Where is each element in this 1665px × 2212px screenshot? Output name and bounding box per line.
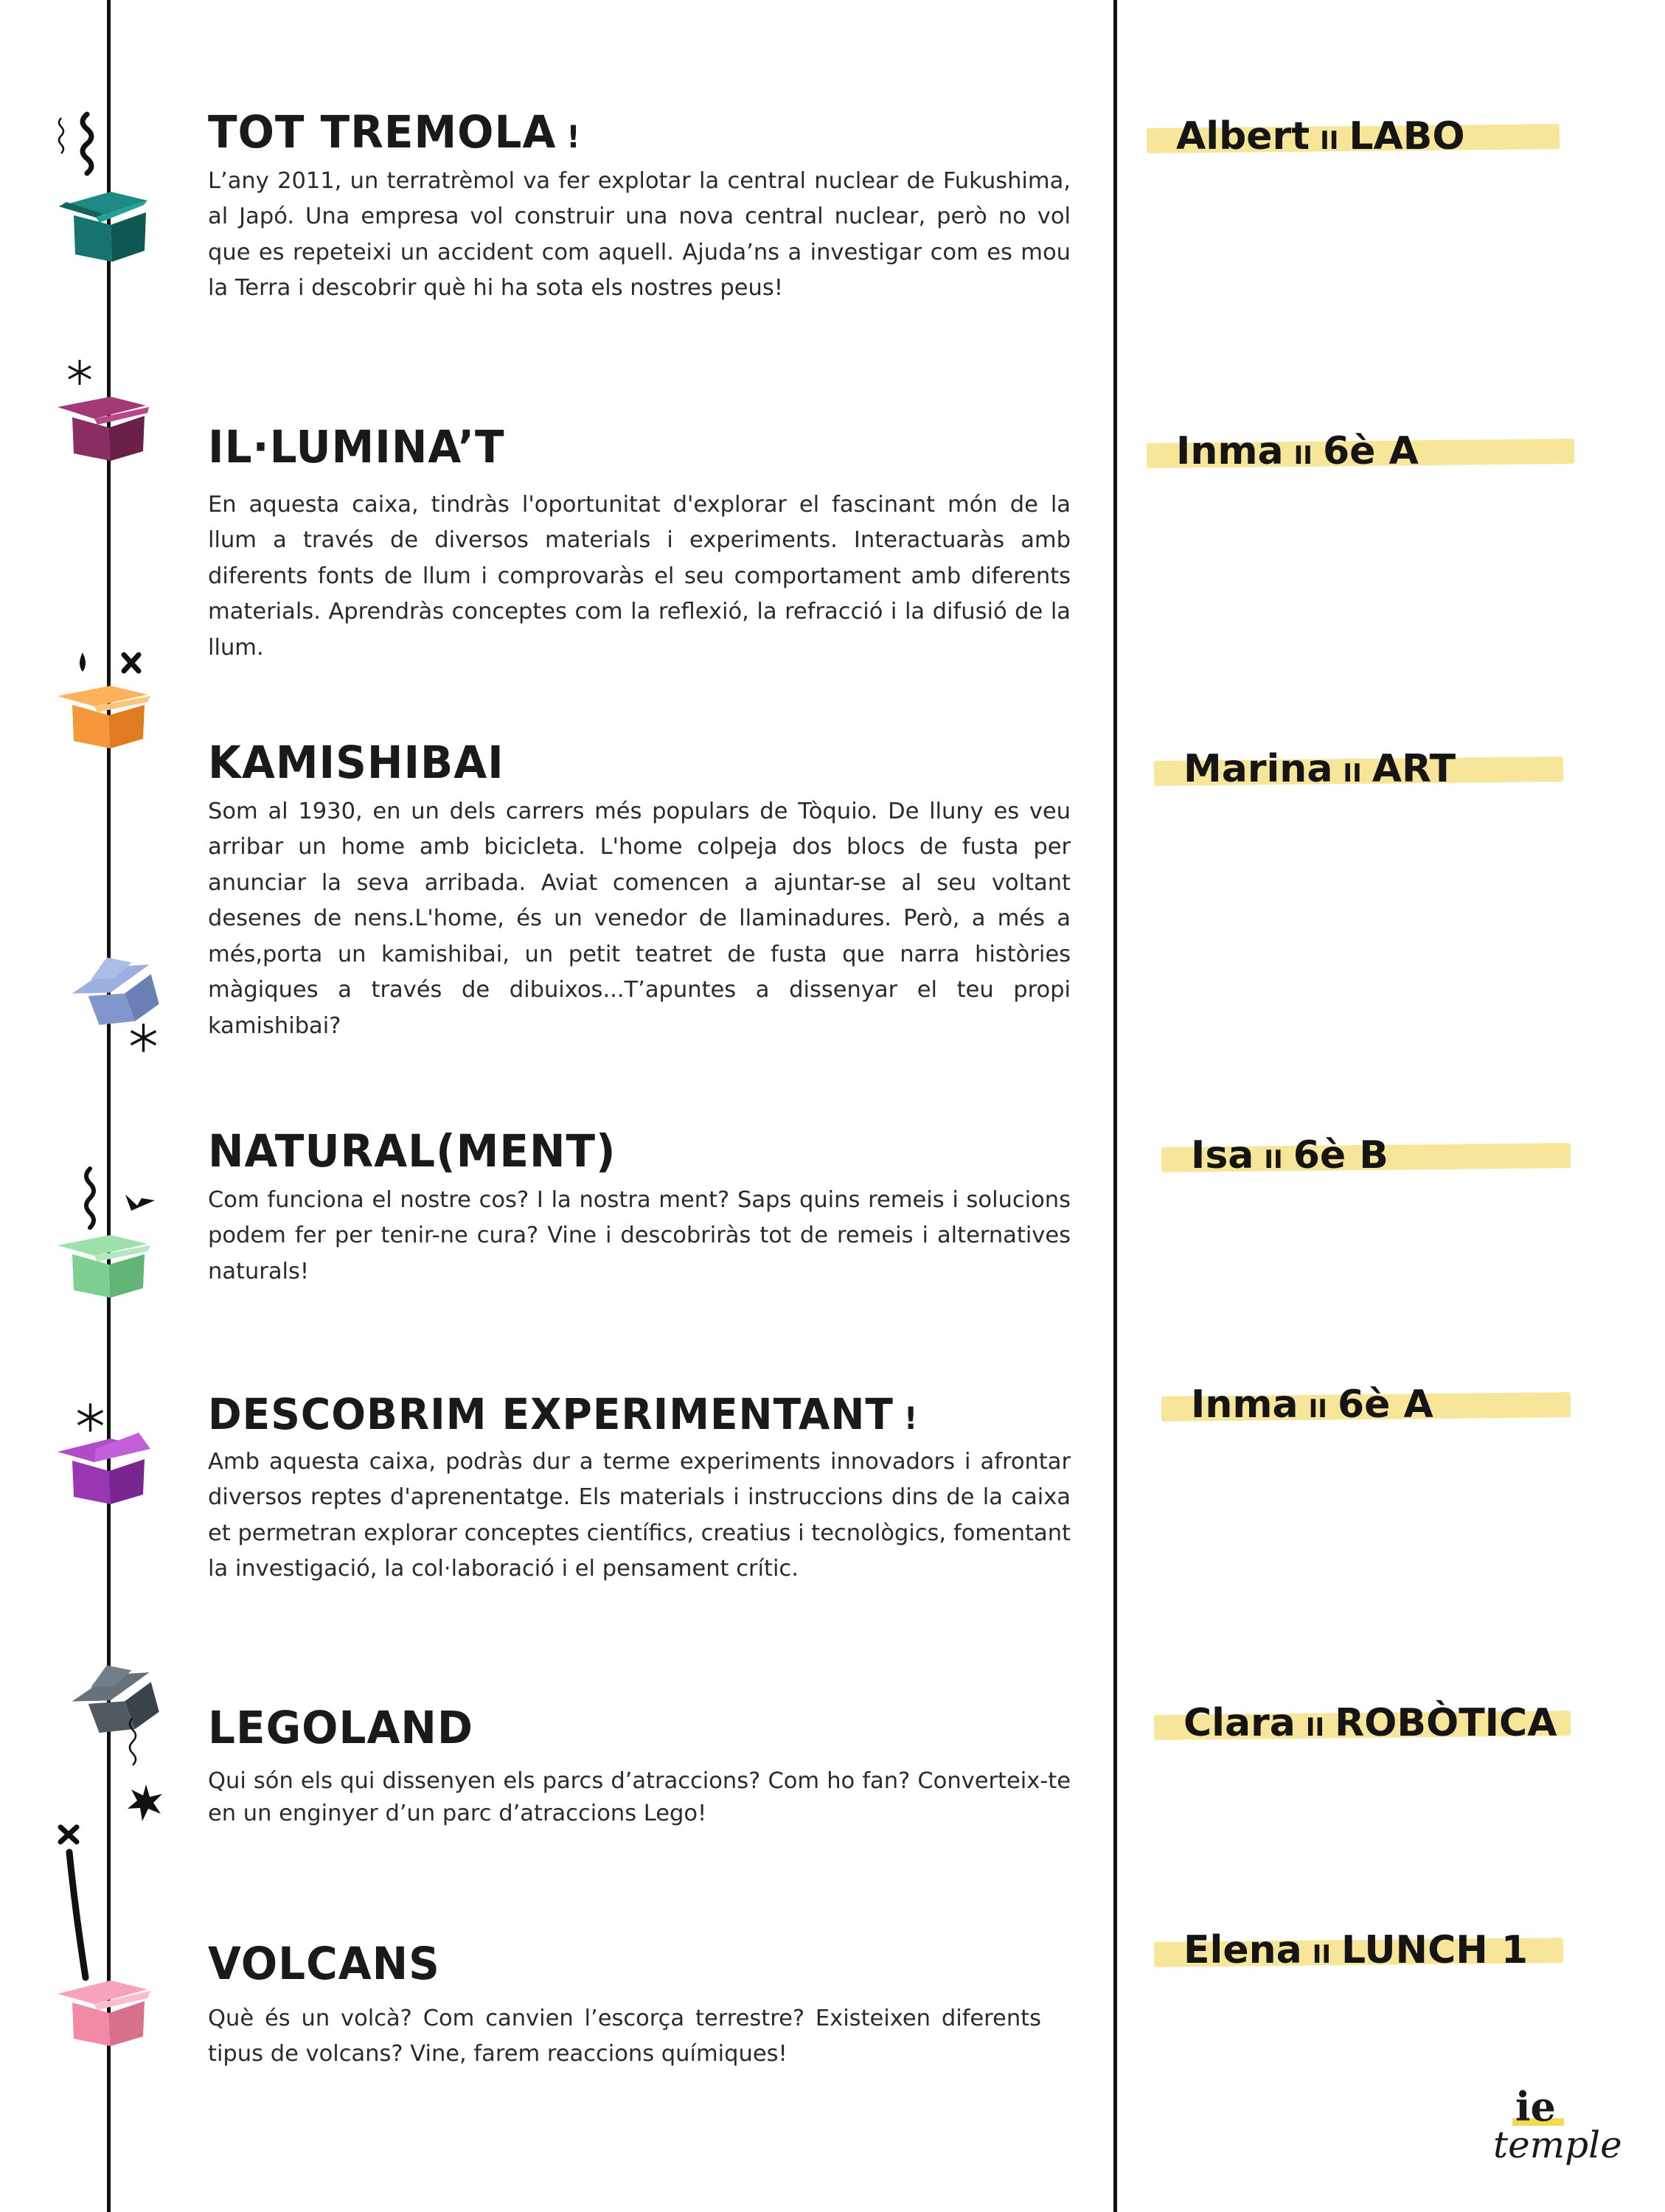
column-divider-right [1113, 0, 1117, 2212]
section-volcans [208, 1937, 1041, 2073]
section-title-text: IL·LUMINA’T [208, 420, 505, 473]
teacher-place: LABO [1349, 114, 1465, 159]
section-title [208, 105, 1071, 159]
box-icon-green [52, 1228, 155, 1301]
drop-and-cross-doodle [74, 649, 147, 678]
section-kamishibai [208, 736, 1071, 1044]
section-body: En aquesta caixa, tindràs l'oportunitat d'explorar el fascinant món de la llum a través de diversos materials i experiments. Interactuaràs amb diferents fonts de llum i comprovaràs el seu comportament amb diferents materials. Aprendràs conceptes com la reflexió, la refracció i la difusió de la llum. [208, 491, 1071, 661]
section-title-text: LEGOLAND [208, 1701, 474, 1754]
teacher-tag-text [1147, 422, 1419, 485]
box-icon-teal [52, 184, 155, 265]
tag-separator: II [1343, 759, 1362, 788]
squiggle-and-star-doodle [124, 1714, 168, 1825]
section-descobrim-experimentant [208, 1389, 1071, 1587]
squiggle-and-check-doodle [74, 1165, 162, 1231]
tag-separator: II [1320, 126, 1339, 156]
teacher-name: Inma [1176, 429, 1284, 473]
section-title [208, 422, 1071, 472]
box-icon-blue-floating [65, 944, 161, 1032]
section-title-exclamation: ! [566, 119, 581, 156]
section-body: Som al 1930, en un dels carrers més populars de Tòquio. De lluny es veu arribar un home amb bicicleta. L'home colpeja dos blocs de fusta per anunciar la seva arribada. Aviat comencen a ajuntar-se al seu voltant desenes de nens.L'home, és un venedor de llaminadures. Però, a més a més,porta un kamishibai, un petit teatret de fusta que narra històries màgiques a través de dibuixos...T’apuntes a dissenyar el teu propi kamishibai? [208, 798, 1071, 1039]
section-naturalment [208, 1124, 1071, 1290]
tag-separator: II [1308, 1394, 1327, 1424]
section-body: L’any 2011, un terratrèmol va fer explotar la central nuclear de Fukushima, al Japó. Una empresa vol construir una nova central nuclear, però no vol que es repeteixi un accident com aquell. Ajuda’ns a investigar com es mou la Terra i descobrir què hi ha sota els nostres peus! [208, 167, 1071, 302]
section-body: Qui són els qui dissenyen els parcs d’atraccions? Com ho fan? Converteix-te en un enginyer d’un parc d’atraccions Lego! [208, 1767, 1071, 1826]
logo-temple-text: temple [1493, 2124, 1622, 2166]
section-body: Amb aquesta caixa, podràs dur a terme experiments innovadors i afrontar diversos reptes d'aprenentatge. Els materials i instruccions dins de la caixa et permetran explorar conceptes científics, creatius i tecnològics, fomentant la investigació, la col·laboració i el pensament crític. [208, 1448, 1071, 1582]
section-body: Què és un volcà? Com canvien l’escorça terrestre? Existeixen diferents tipus de volcans? Vine, farem reaccions químiques! [208, 2005, 1041, 2067]
section-title [208, 1703, 1071, 1753]
section-legoland [208, 1701, 1071, 1830]
box-icon-purple [52, 1427, 155, 1508]
timeline-line-left [107, 0, 111, 2212]
logo-ie-text: ie [1515, 2083, 1556, 2130]
teacher-tag-6 [1154, 1694, 1557, 1753]
teacher-place: 6è A [1322, 429, 1419, 473]
section-title-text: DESCOBRIM EXPERIMENTANT [208, 1389, 894, 1439]
teacher-name: Clara [1183, 1701, 1296, 1745]
teacher-tag-4 [1161, 1126, 1388, 1185]
section-tot-tremola [208, 105, 1071, 307]
section-title-text: KAMISHIBAI [208, 736, 504, 789]
ie-temple-logo [1493, 2083, 1626, 2179]
section-title-text: VOLCANS [208, 1937, 440, 1990]
section-title [208, 1124, 1071, 1178]
teacher-place: ROBÒTICA [1335, 1701, 1557, 1745]
teacher-tag-2 [1147, 422, 1419, 481]
teacher-name: Elena [1183, 1928, 1302, 1972]
section-title-exclamation: ! [903, 1401, 919, 1437]
teacher-place: 6è B [1293, 1133, 1388, 1178]
section-title [208, 738, 1071, 787]
teacher-tag-3 [1154, 740, 1456, 799]
teacher-name: Inma [1191, 1382, 1299, 1427]
section-body: Com funciona el nostre cos? I la nostra ment? Saps quins remeis i solucions podem fer per tenir-ne cura? Vine i descobriràs tot de remeis i alternatives naturals! [208, 1186, 1071, 1284]
tag-separator: II [1264, 1145, 1283, 1175]
asterisk-doodle-3 [74, 1401, 107, 1434]
teacher-name: Isa [1191, 1133, 1254, 1178]
section-title [208, 1939, 1041, 1989]
teacher-tag-text [1154, 740, 1456, 803]
tag-separator: II [1293, 441, 1313, 470]
section-title [208, 1391, 1071, 1438]
squiggle-doodle-1 [50, 111, 109, 184]
teacher-tag-text [1154, 1694, 1557, 1757]
box-icon-orange [52, 678, 155, 752]
tag-separator: II [1312, 1940, 1332, 1969]
teacher-place: ART [1372, 747, 1456, 791]
section-illumina-t [208, 420, 1071, 666]
cross-and-stroke-doodle [52, 1821, 103, 1983]
asterisk-doodle-1 [65, 358, 94, 387]
teacher-tag-1 [1147, 107, 1465, 166]
teacher-tag-text [1161, 1375, 1433, 1439]
section-title-text: TOT TREMOLA [208, 105, 557, 159]
teacher-place: 6è A [1337, 1382, 1433, 1427]
box-icon-plum [52, 391, 155, 465]
section-title-text: NATURAL(MENT) [208, 1124, 616, 1178]
asterisk-doodle-2 [127, 1021, 160, 1054]
teacher-name: Marina [1183, 747, 1333, 791]
teacher-place: LUNCH 1 [1341, 1928, 1529, 1972]
teacher-tag-text [1161, 1126, 1388, 1189]
teacher-tag-5 [1161, 1375, 1433, 1434]
teacher-tag-7 [1154, 1921, 1528, 1980]
teacher-name: Albert [1176, 114, 1310, 159]
teacher-tag-text [1147, 107, 1465, 170]
tag-separator: II [1305, 1713, 1325, 1742]
teacher-tag-text [1154, 1921, 1528, 1984]
